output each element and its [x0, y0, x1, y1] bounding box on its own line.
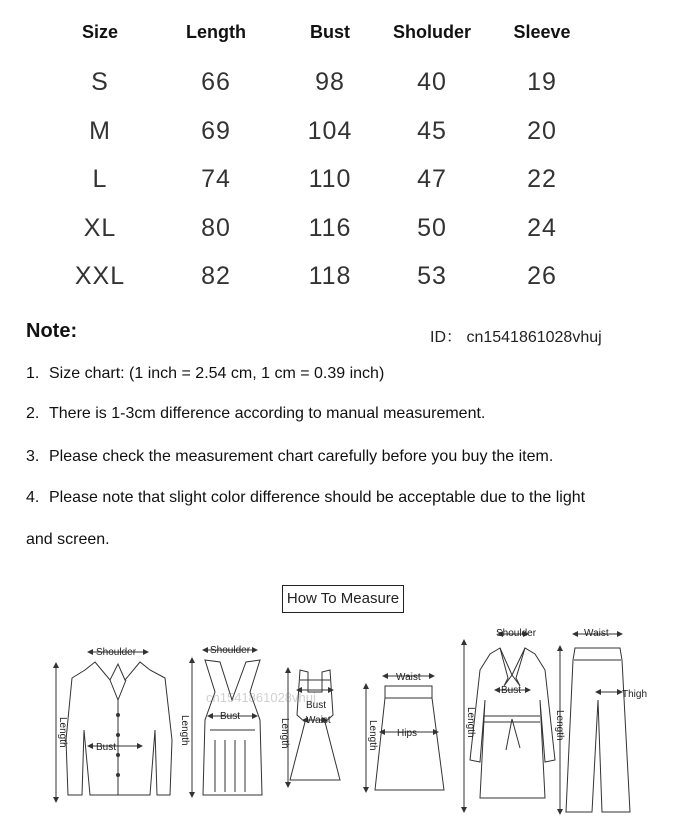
coat-diagram [464, 634, 555, 810]
header-length: Length [186, 22, 246, 42]
cell-shoulder: 53 [417, 262, 447, 290]
cell-sleeve: 22 [527, 165, 557, 193]
cell-length: 82 [201, 262, 231, 290]
note-text: Size chart: (1 inch = 2.54 cm, 1 cm = 0.39 inch) [49, 365, 385, 382]
label-length: Length [367, 720, 378, 751]
header-bust: Bust [310, 22, 350, 42]
note-title: Note: [26, 320, 78, 342]
cell-length: 80 [201, 214, 231, 242]
header-size: Size [81, 22, 119, 42]
note-text: Please note that slight color difference should be acceptable due to the light [49, 489, 586, 506]
label-waist: Waist [306, 715, 331, 726]
note-item [26, 365, 384, 383]
cell-size: L [92, 165, 108, 193]
label-length: Length [279, 718, 290, 749]
cell-size: M [89, 117, 111, 145]
cell-bust: 118 [308, 262, 352, 290]
trousers-diagram [560, 634, 630, 812]
vest-diagram [192, 650, 262, 795]
size-chart-table [0, 0, 677, 310]
label-length: Length [465, 707, 476, 738]
product-id: ID： cn1541861028vhuj [430, 329, 602, 346]
cell-shoulder: 40 [417, 68, 447, 96]
label-shoulder: Shoulder [96, 647, 137, 658]
label-shoulder: Shoulder [210, 645, 251, 656]
note-item [26, 489, 585, 507]
cell-size: S [91, 68, 109, 96]
label-shoulder: Shoulder [496, 628, 537, 639]
cell-shoulder: 50 [417, 214, 447, 242]
cell-length: 69 [201, 117, 231, 145]
watermark: cn1541861028vhuj [206, 690, 316, 705]
cell-shoulder: 45 [417, 117, 447, 145]
header-shoulder: Sholuder [392, 22, 471, 42]
blouse-diagram [56, 652, 172, 800]
cell-bust: 116 [308, 214, 352, 242]
label-length: Length [179, 715, 190, 746]
cell-bust: 110 [308, 165, 352, 193]
label-bust: Bust [501, 685, 522, 696]
measurement-diagrams [0, 620, 677, 829]
cell-sleeve: 24 [527, 214, 557, 242]
label-waist: Waist [584, 628, 609, 639]
note-number: 2. [26, 405, 40, 422]
label-thigh: Thigh [622, 689, 648, 700]
label-length: Length [57, 717, 68, 748]
how-to-measure-title: How To Measure [282, 585, 404, 613]
note-text: There is 1-3cm difference according to manual measurement. [49, 405, 486, 422]
cell-length: 66 [201, 68, 231, 96]
note-number: 4. [26, 489, 40, 506]
note-item [26, 448, 553, 466]
note-continuation: and screen. [26, 531, 110, 548]
label-bust: Bust [96, 742, 117, 753]
label-hips: Hips [397, 728, 418, 739]
cell-shoulder: 47 [417, 165, 447, 193]
dress-diagram [288, 670, 340, 785]
cell-size: XL [83, 214, 117, 242]
cell-length: 74 [201, 165, 231, 193]
note-item [26, 405, 485, 423]
note-text: Please check the measurement chart carefully before you buy the item. [49, 448, 554, 465]
label-length: Length [554, 710, 565, 741]
cell-bust: 98 [315, 68, 345, 96]
label-bust: Bust [306, 700, 327, 711]
cell-sleeve: 19 [527, 68, 557, 96]
cell-sleeve: 26 [527, 262, 557, 290]
note-number: 3. [26, 448, 40, 465]
header-sleeve: Sleeve [513, 22, 571, 42]
label-bust: Bust [220, 711, 241, 722]
cell-sleeve: 20 [527, 117, 557, 145]
cell-size: XXL [74, 262, 126, 290]
note-number: 1. [26, 365, 40, 382]
cell-bust: 104 [307, 117, 353, 145]
label-waist: Waist [396, 672, 421, 683]
